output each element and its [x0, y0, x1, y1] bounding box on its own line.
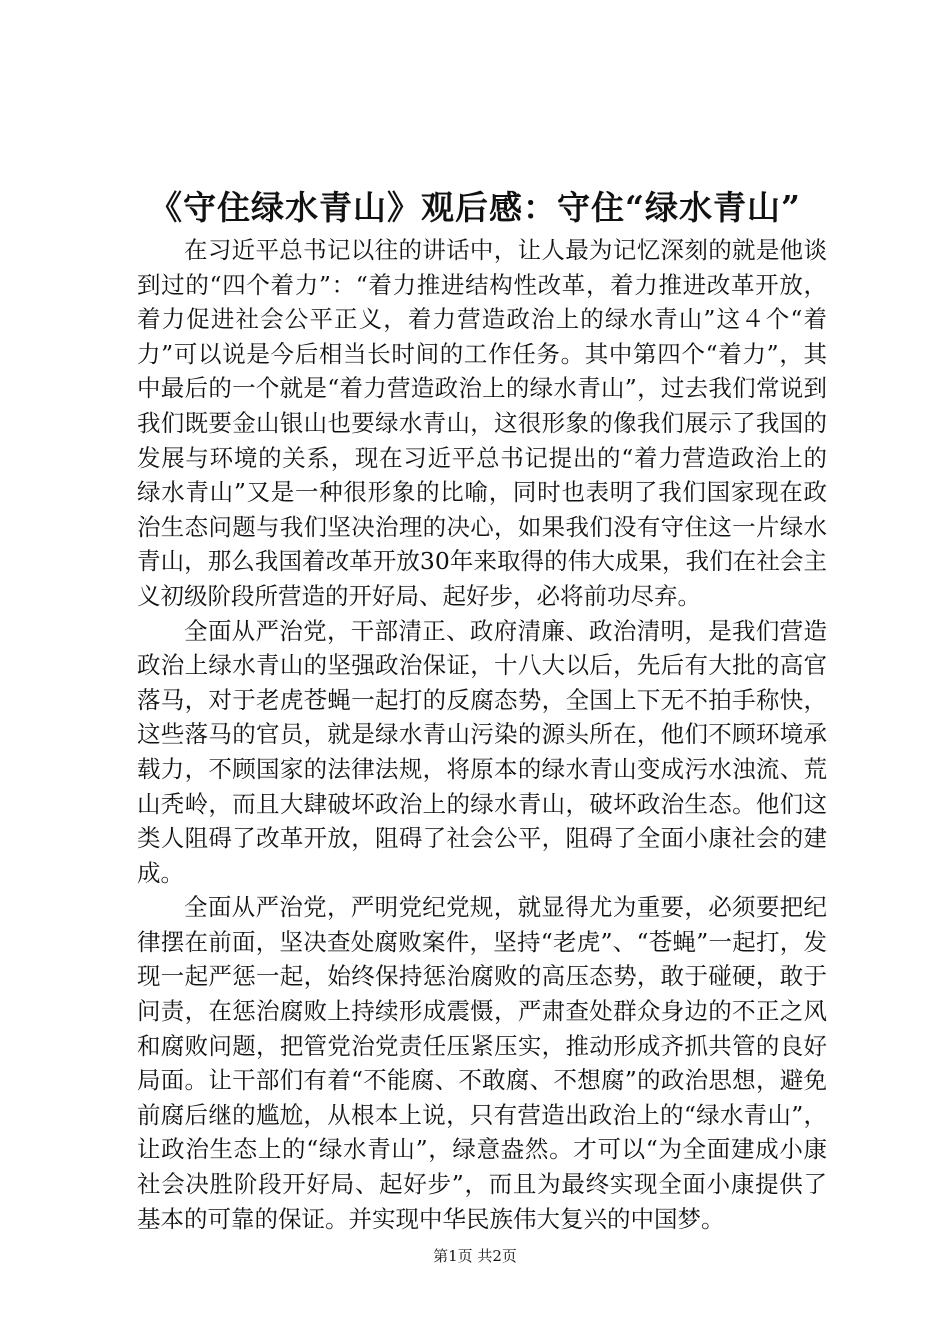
page-number-footer: 第1页 共2页 [433, 1247, 517, 1265]
paragraph-1: 在习近平总书记以往的讲话中，让人最为记忆深刻的就是他谈到过的“四个着力”：“着力推进结构性改革，着力推进改革开放，着力促进社会公平正义，着力营造政治上的绿水青山”这４个“着力”可以说是今后相当长时间的工作任务。其中第四个“着力”，其中最后的一个就是“着力营造政治上的绿水青山”，过去我们常说到我们既要金山银山也要绿水青山，这很形象的像我们展示了我国的发展与环境的关系，现在习近平总书记提出的“着力营造政治上的绿水青山”又是一种很形象的比喻，同时也表明了我们国家现在政治生态问题与我们坚决治理的决心，如果我们没有守住这一片绿水青山，那么我国着改革开放30年来取得的伟大成果，我们在社会主义初级阶段所营造的开好局、起好步，必将前功尽弃。 [137, 236, 827, 610]
document-title: 《守住绿水青山》观后感：守住“绿水青山” [149, 188, 801, 227]
paragraph-3: 全面从严治党，严明党纪党规，就显得尤为重要，必须要把纪律摆在前面，坚决查处腐败案件，坚持“老虎”、“苍蝇”一起打，发现一起严惩一起，始终保持惩治腐败的高压态势，敢于碰硬，敢于问责，在惩治腐败上持续形成震慑，严肃查处群众身边的不正之风和腐败问题，把管党治党责任压紧压实，推动形成齐抓共管的良好局面。让干部们有着“不能腐、不敢腐、不想腐”的政治思想，避免前腐后继的尴尬，从根本上说，只有营造出政治上的“绿水青山”，让政治生态上的“绿水青山”，绿意盎然。才可以“为全面建成小康社会决胜阶段开好局、起好步”，而且为最终实现全面小康提供了基本的可靠的保证。并实现中华民族伟大复兴的中国梦。 [137, 893, 827, 1233]
document-body [137, 233, 827, 1236]
paragraph-2: 全面从严治党，干部清正、政府清廉、政治清明，是我们营造政治上绿水青山的坚强政治保证，十八大以后，先后有大批的高官落马，对于老虎苍蝇一起打的反腐态势，全国上下无不拍手称快，这些落马的官员，就是绿水青山污染的源头所在，他们不顾环境承载力，不顾国家的法律法规，将原本的绿水青山变成污水浊流、荒山秃岭，而且大肆破坏政治上的绿水青山，破坏政治生态。他们这类人阻碍了改革开放，阻碍了社会公平，阻碍了全面小康社会的建成。 [137, 616, 827, 887]
